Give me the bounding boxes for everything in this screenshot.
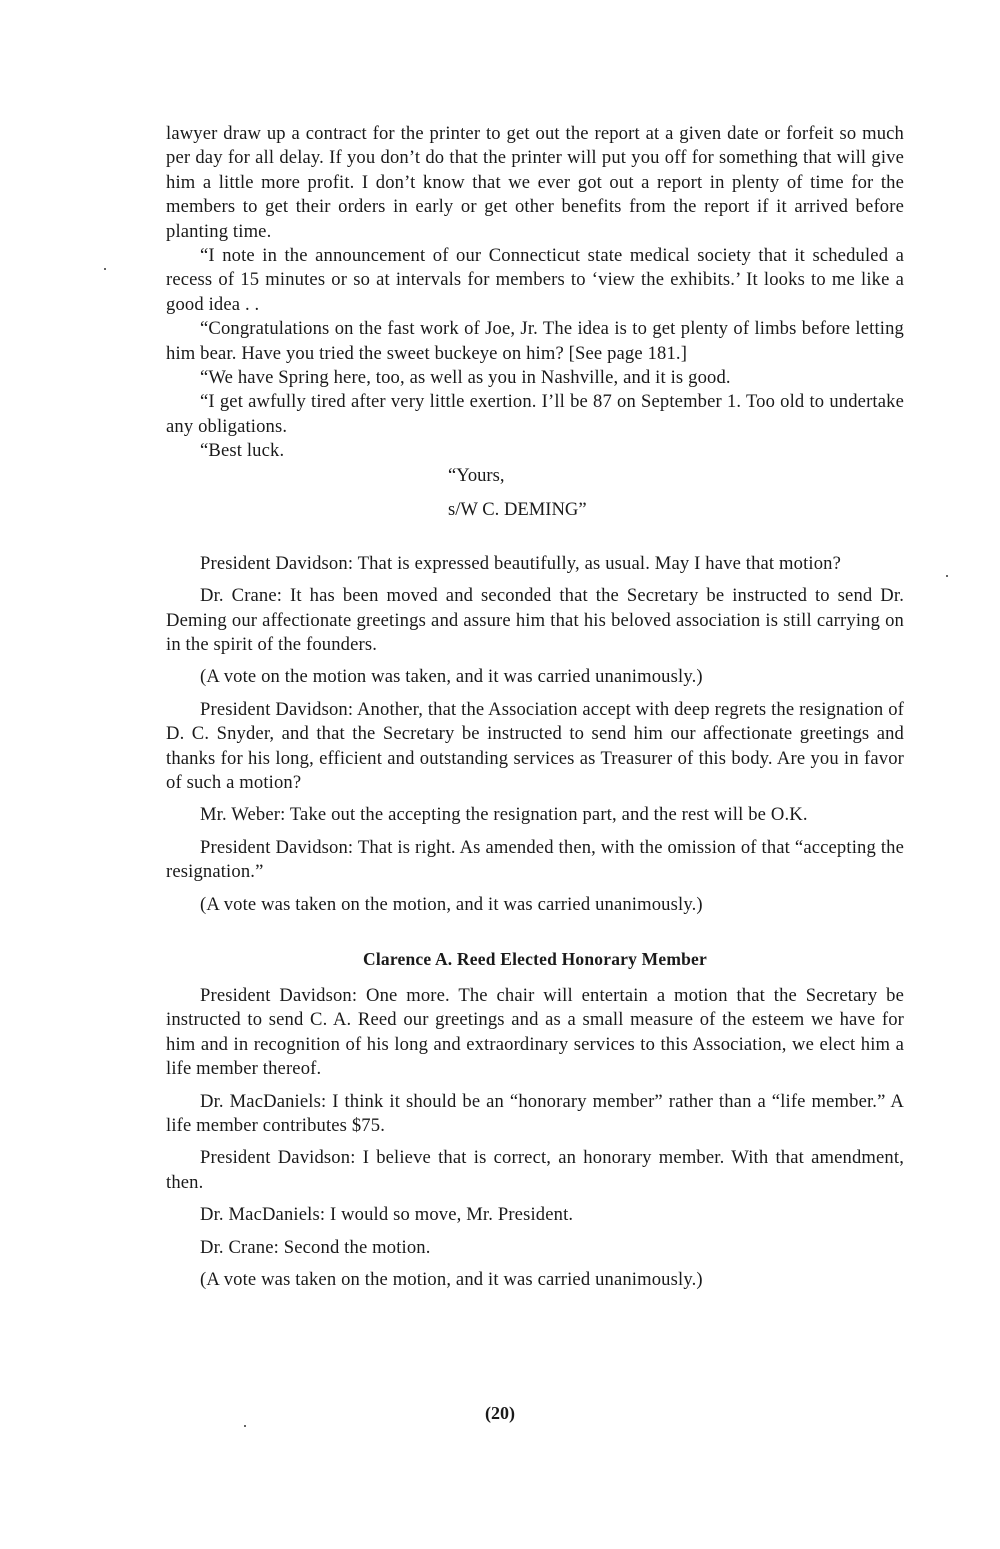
paragraph-crane-second: Dr. Crane: Second the motion. xyxy=(200,1236,431,1258)
scan-speck xyxy=(104,268,106,270)
paragraph-macdaniels-move: Dr. MacDaniels: I would so move, Mr. President. xyxy=(200,1204,574,1226)
paragraph-letter-spring: “We have Spring here, too, as well as you in Nashville, and it is good. xyxy=(200,367,731,389)
paragraph-vote-1: (A vote on the motion was taken, and it was carried unanimously.) xyxy=(200,666,703,688)
paragraph-weber: Mr. Weber: Take out the accepting the resignation part, and the rest will be O.K. xyxy=(200,804,808,826)
scan-speck xyxy=(244,1425,246,1427)
paragraph-davidson-snyder: President Davidson: Another, that the Association accept with deep regrets the resignation of D. C. Snyder, and that the Secretary be instructed to send him our affectionate greetings and thanks for his long, efficient and outstanding services as Treasurer of this body. Are you in favor of such a motion? xyxy=(166,698,904,793)
paragraph-letter-congratulations: “Congratulations on the fast work of Joe, Jr. The idea is to get plenty of limbs before letting him bear. Have you tried the sweet buckeye on him? [See page 181.] xyxy=(166,318,904,364)
document-page xyxy=(166,122,904,1292)
scan-speck xyxy=(946,575,948,577)
paragraph-crane-moved: Dr. Crane: It has been moved and seconded that the Secretary be instructed to send Dr. Deming our affectionate greetings and assure him that his beloved association is still carrying on in the spirit of the founders. xyxy=(166,585,904,655)
letter-signature: s/W C. DEMING” xyxy=(448,498,587,520)
paragraph-letter-exhibits: “I note in the announcement of our Connecticut state medical society that it scheduled a recess of 15 minutes or so at intervals for members to ‘view the exhibits.’ It looks to me like a good idea . . xyxy=(166,245,904,315)
paragraph-letter-best-luck: “Best luck. xyxy=(200,440,285,462)
paragraph-macdaniels-honorary: Dr. MacDaniels: I think it should be an “honorary member” rather than a “life member.” A life member contributes $75. xyxy=(166,1090,904,1136)
section-heading: Clarence A. Reed Elected Honorary Member xyxy=(363,948,707,969)
paragraph-davidson-motion: President Davidson: That is expressed beautifully, as usual. May I have that motion? xyxy=(200,552,842,574)
paragraph-davidson-correct: President Davidson: I believe that is correct, an honorary member. With that amendment, then. xyxy=(166,1147,904,1193)
letter-closing: “Yours, xyxy=(448,464,505,486)
paragraph-letter-continuation: lawyer draw up a contract for the printer to get out the report at a given date or forfeit so much per day for all delay. If you don’t do that the printer will put you off for something that will give him a little more profit. I don’t know that we ever got out a report in plenty of time for the members to get their orders in early or get other benefits from the report if it arrived before planting time. xyxy=(166,123,904,242)
paragraph-letter-tired: “I get awfully tired after very little exertion. I’ll be 87 on September 1. Too old to undertake any obligations. xyxy=(166,391,904,437)
page-number: (20) xyxy=(485,1403,515,1423)
paragraph-davidson-amended: President Davidson: That is right. As amended then, with the omission of that “accepting the resignation.” xyxy=(166,836,904,883)
paragraph-davidson-reed: President Davidson: One more. The chair will entertain a motion that the Secretary be instructed to send C. A. Reed our greetings and as a small measure of the esteem we have for him and in recognition of his long and extraordinary services to this Association, we elect him a life member thereof. xyxy=(166,984,904,1080)
paragraph-vote-2: (A vote was taken on the motion, and it was carried unanimously.) xyxy=(200,893,703,915)
paragraph-vote-3: (A vote was taken on the motion, and it was carried unanimously.) xyxy=(200,1269,703,1291)
